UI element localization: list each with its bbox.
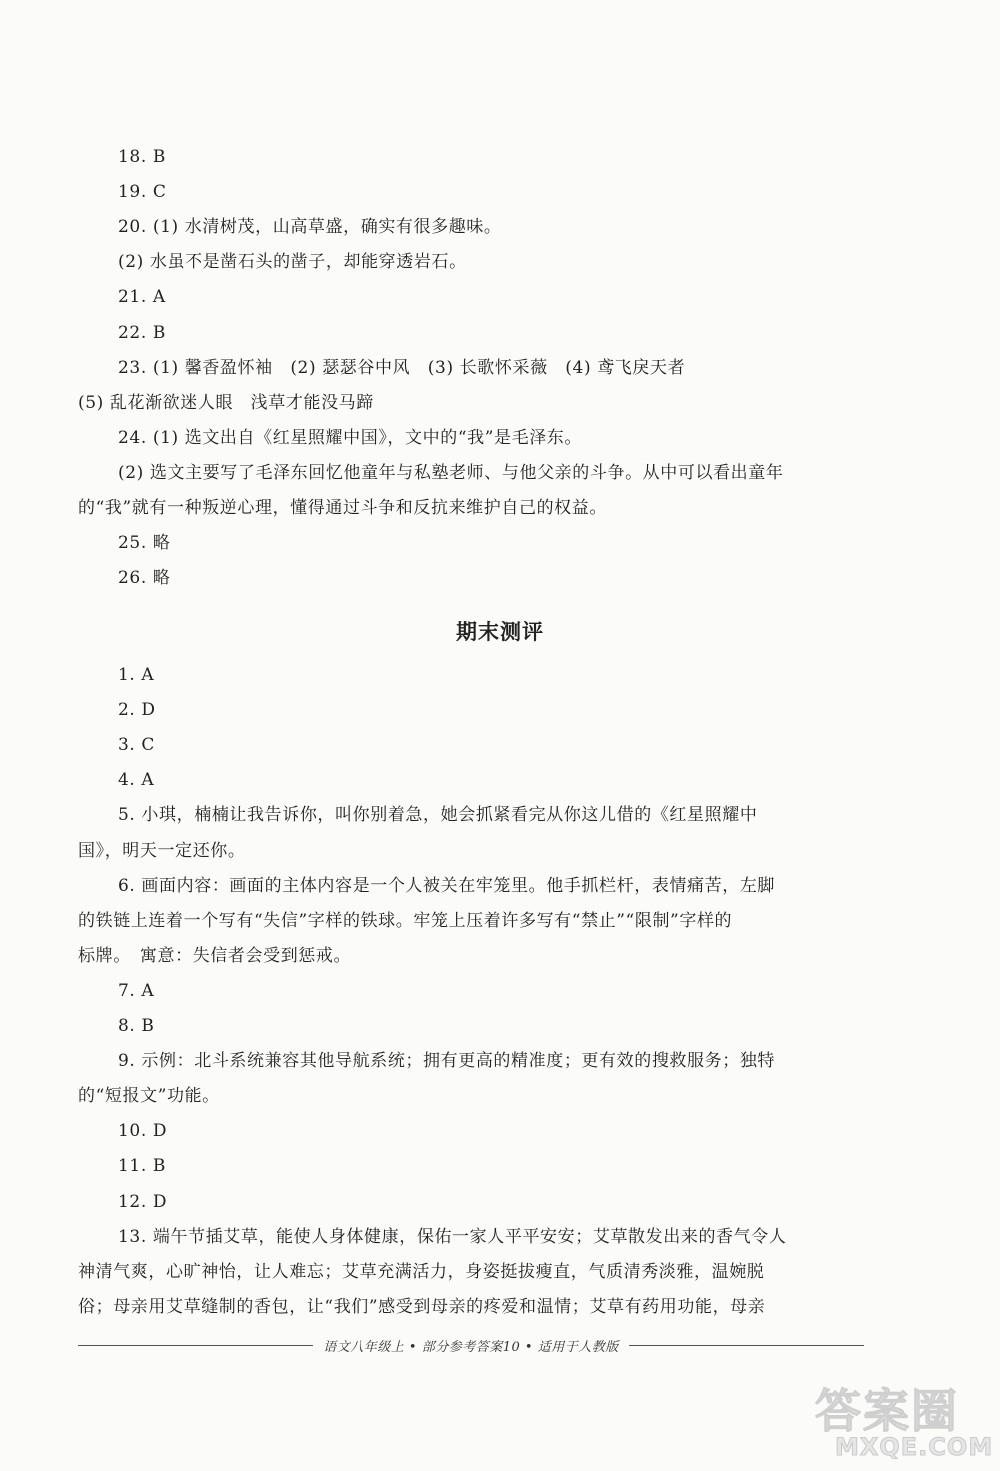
answer-line: (2) 选文主要写了毛泽东回忆他童年与私塾老师、与他父亲的斗争。从中可以看出童年	[118, 462, 784, 483]
footer-rule-right	[629, 1345, 864, 1346]
answer-line: 国》，明天一定还你。	[78, 840, 246, 861]
answer-line: 22. B	[118, 322, 166, 343]
footer-rule-left	[78, 1345, 313, 1346]
watermark	[815, 1375, 994, 1465]
watermark-url: MXQE.COM	[835, 1433, 994, 1461]
answer-line: 19. C	[118, 182, 167, 203]
answer-line: 8. B	[118, 1016, 155, 1036]
answer-line: 的“短报文”功能。	[78, 1086, 220, 1107]
answer-line: 20. (1) 水清树茂，山高草盛，确实有很多趣味。	[118, 217, 502, 238]
answer-line: 10. D	[118, 1121, 168, 1142]
answer-line: 24. (1) 选文出自《红星照耀中国》，文中的“我”是毛泽东。	[118, 427, 583, 448]
answer-line: 的铁链上连着一个写有“失信”字样的铁球。牢笼上压着许多写有“禁止”“限制”字样的	[78, 910, 733, 931]
section-title: 期末测评	[456, 620, 544, 644]
watermark-logo: 答案圈	[815, 1384, 959, 1438]
answer-line: 标牌。 寓意：失信者会受到惩戒。	[78, 945, 352, 966]
answer-line: 俗；母亲用艾草缝制的香包，让“我们”感受到母亲的疼爱和温情；艾草有药用功能，母亲	[78, 1296, 766, 1317]
answer-line: (5) 乱花渐欲迷人眼 浅草才能没马蹄	[78, 392, 374, 413]
answer-line: 21. A	[118, 287, 166, 308]
footer-text: 语文八年级上 • 部分参考答案10 • 适用于人教版	[323, 1339, 619, 1355]
answer-line: 7. A	[118, 980, 155, 1001]
answer-line: 1. A	[118, 665, 155, 685]
answer-line: 3. C	[118, 735, 156, 756]
answer-line: 5. 小琪，楠楠让我告诉你，叫你别着急，她会抓紧看完从你这儿借的《红星照耀中	[118, 805, 758, 826]
answer-line: 6. 画面内容：画面的主体内容是一个人被关在牢笼里。他手抓栏杆，表情痛苦，左脚	[118, 875, 776, 896]
answer-line: 18. B	[118, 147, 166, 167]
answer-line: 2. D	[118, 700, 156, 721]
answer-line: 23. (1) 馨香盈怀袖 (2) 瑟瑟谷中风 (3) 长歌怀采薇 (4) 鸢飞戾天者	[118, 357, 686, 378]
answer-line: 的“我”就有一种叛逆心理，懂得通过斗争和反抗来维护自己的权益。	[78, 498, 607, 518]
answer-line: 13. 端午节插艾草，能使人身体健康，保佑一家人平平安安；艾草散发出来的香气令人	[118, 1226, 787, 1247]
page-footer	[78, 1334, 864, 1356]
answer-line: 25. 略	[118, 533, 171, 554]
answer-line: 26. 略	[118, 568, 171, 589]
answer-line: 12. D	[118, 1191, 168, 1212]
answer-line: (2) 水虽不是凿石头的凿子，却能穿透岩石。	[118, 252, 467, 273]
answer-line: 9. 示例：北斗系统兼容其他导航系统；拥有更高的精准度；更有效的搜救服务；独特	[118, 1051, 776, 1072]
answer-line: 4. A	[118, 770, 155, 791]
answer-line: 神清气爽，心旷神怡，让人难忘；艾草充满活力，身姿挺拔瘦直，气质清秀淡雅，温婉脱	[78, 1261, 765, 1282]
answer-line: 11. B	[118, 1156, 166, 1177]
